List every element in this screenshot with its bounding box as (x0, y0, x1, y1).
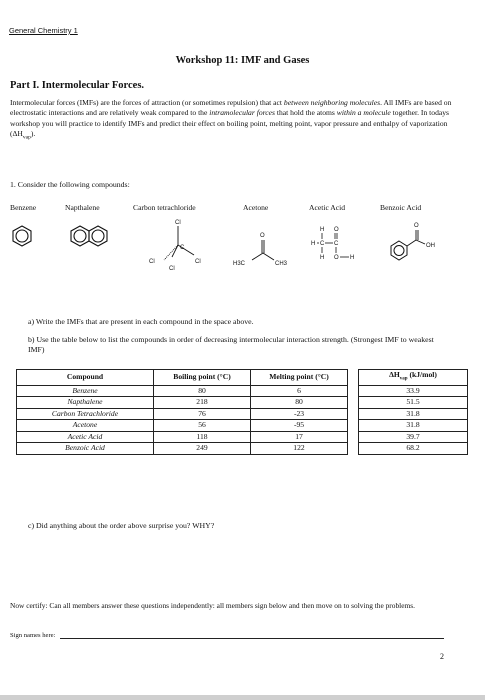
cell-dhvap: 31.8 (359, 408, 468, 420)
col-header-compound: Compound (17, 370, 154, 386)
cell-boiling-point: 80 (154, 385, 251, 397)
ccl4-label: C (180, 245, 185, 251)
acetic-label: C (320, 241, 325, 247)
acetone-label: O (260, 233, 265, 239)
intro-text: that hold the atoms (274, 108, 337, 118)
acetone-structure (233, 233, 288, 267)
benzene-structure (13, 226, 31, 246)
cell-compound: Benzoic Acid (17, 443, 154, 455)
cell-melting-point: 6 (251, 385, 348, 397)
cell-compound: Benzene (17, 385, 154, 397)
acetone-label: H3C (233, 261, 246, 267)
cell-compound: Acetone (17, 420, 154, 432)
cell-boiling-point: 56 (154, 420, 251, 432)
intro-paragraph (10, 98, 455, 143)
table-row (17, 431, 468, 443)
table-row (17, 420, 468, 432)
acetic-label: H (320, 227, 325, 233)
cell-melting-point: -95 (251, 420, 348, 432)
cell-boiling-point: 249 (154, 443, 251, 455)
table-row (17, 385, 468, 397)
cell-melting-point: 17 (251, 431, 348, 443)
col-header-dhvap: $\Delta H_{vap}$ (kJ/mol) (359, 370, 468, 386)
compound-data-table (16, 369, 468, 455)
benzoic-acid-structure (391, 223, 435, 260)
benzoic-label: O (414, 223, 419, 229)
ccl4-label: Cl (169, 266, 175, 272)
cell-dhvap: 51.5 (359, 397, 468, 409)
acetic-acid-structure (311, 227, 354, 261)
ccl4-label: Cl (175, 220, 181, 226)
benzoic-label: OH (426, 243, 435, 249)
table-header-row (17, 370, 468, 386)
sign-label: Sign names here: (10, 632, 56, 639)
intro-text: ). (30, 129, 36, 139)
intro-emphasis: intramolecular forces (209, 108, 275, 118)
cell-compound: Napthalene (17, 397, 154, 409)
napthalene-structure (71, 226, 107, 246)
course-header: General Chemistry 1 (9, 26, 78, 35)
compound-name-napthalene: Napthalene (65, 203, 100, 212)
intro-text: Intermolecular forces (IMFs) are the forces of attraction (or sometimes repulsion) that act (10, 98, 284, 107)
compound-name-benzoic-acid: Benzoic Acid (380, 203, 422, 212)
signature-line[interactable] (60, 638, 444, 639)
question-c: c) Did anything about the order above surprise you? WHY? (28, 521, 215, 530)
col-header-melting-point: Melting point (°C) (251, 370, 348, 386)
page-number: 2 (440, 652, 444, 661)
worksheet-title: Workshop 11: IMF and Gases (175, 55, 310, 66)
ccl4-label: Cl (149, 259, 155, 265)
carbon-tetrachloride-structure (149, 220, 201, 272)
acetic-label: O (334, 255, 339, 261)
table-gap (348, 385, 359, 397)
question-b: b) Use the table below to list the compounds in order of decreasing intermolecular interaction strength. (Strongest IMF to weakest IMF) (28, 335, 434, 355)
ccl4-label: Cl (195, 259, 201, 265)
intro-text: . All IMFs are based on electrostatic interactions and are relatively weak compared to the (10, 98, 452, 118)
table-row (17, 397, 468, 409)
table-row (17, 443, 468, 455)
table-gap (348, 420, 359, 432)
cell-boiling-point: 118 (154, 431, 251, 443)
compound-name-acetone: Acetone (243, 203, 269, 212)
compound-name-acetic-acid: Acetic Acid (309, 203, 346, 212)
table-gap (348, 408, 359, 420)
chemical-structures (0, 214, 485, 274)
table-gap (348, 431, 359, 443)
acetic-label: H (350, 255, 355, 261)
acetic-label: H (320, 255, 325, 261)
compound-name-benzene: Benzene (10, 203, 37, 212)
table-row (17, 408, 468, 420)
acetone-label: CH3 (275, 261, 288, 267)
col-header-boiling-point: Boiling point (°C) (154, 370, 251, 386)
question-1: 1. Consider the following compounds: (10, 180, 130, 189)
cell-boiling-point: 218 (154, 397, 251, 409)
compound-name-carbon-tetrachloride: Carbon tetrachloride (133, 203, 196, 212)
cell-compound: Acetic Acid (17, 431, 154, 443)
intro-emphasis: between neighboring molecules (283, 98, 381, 107)
certify-instruction: Now certify: Can all members answer these questions independently: all members sign below and then move on to solving the problems. (10, 601, 415, 610)
acetic-label: H (311, 241, 316, 247)
cell-dhvap: 33.9 (359, 385, 468, 397)
acetic-label: C (334, 241, 339, 247)
cell-dhvap: 68.2 (359, 443, 468, 455)
intro-text: together. In todays workshop you will practice to identify IMFs and predict their effect on boiling point, melting point, vapor pressure and enthalpy of vaporization (ΔH (10, 108, 449, 139)
cell-dhvap: 39.7 (359, 431, 468, 443)
page-bottom-edge (0, 695, 485, 700)
table-gap (348, 397, 359, 409)
cell-compound: Carbon Tetrachloride (17, 408, 154, 420)
cell-melting-point: 80 (251, 397, 348, 409)
table-gap (348, 370, 359, 386)
intro-emphasis: within a molecule (336, 108, 391, 118)
cell-boiling-point: 76 (154, 408, 251, 420)
intro-subscript: vap (22, 134, 31, 141)
cell-dhvap: 31.8 (359, 420, 468, 432)
question-a: a) Write the IMFs that are present in each compound in the space above. (28, 317, 254, 326)
table-gap (348, 443, 359, 455)
cell-melting-point: 122 (251, 443, 348, 455)
part-title: Part I. Intermolecular Forces. (10, 80, 145, 91)
acetic-label: O (334, 227, 339, 233)
cell-melting-point: -23 (251, 408, 348, 420)
